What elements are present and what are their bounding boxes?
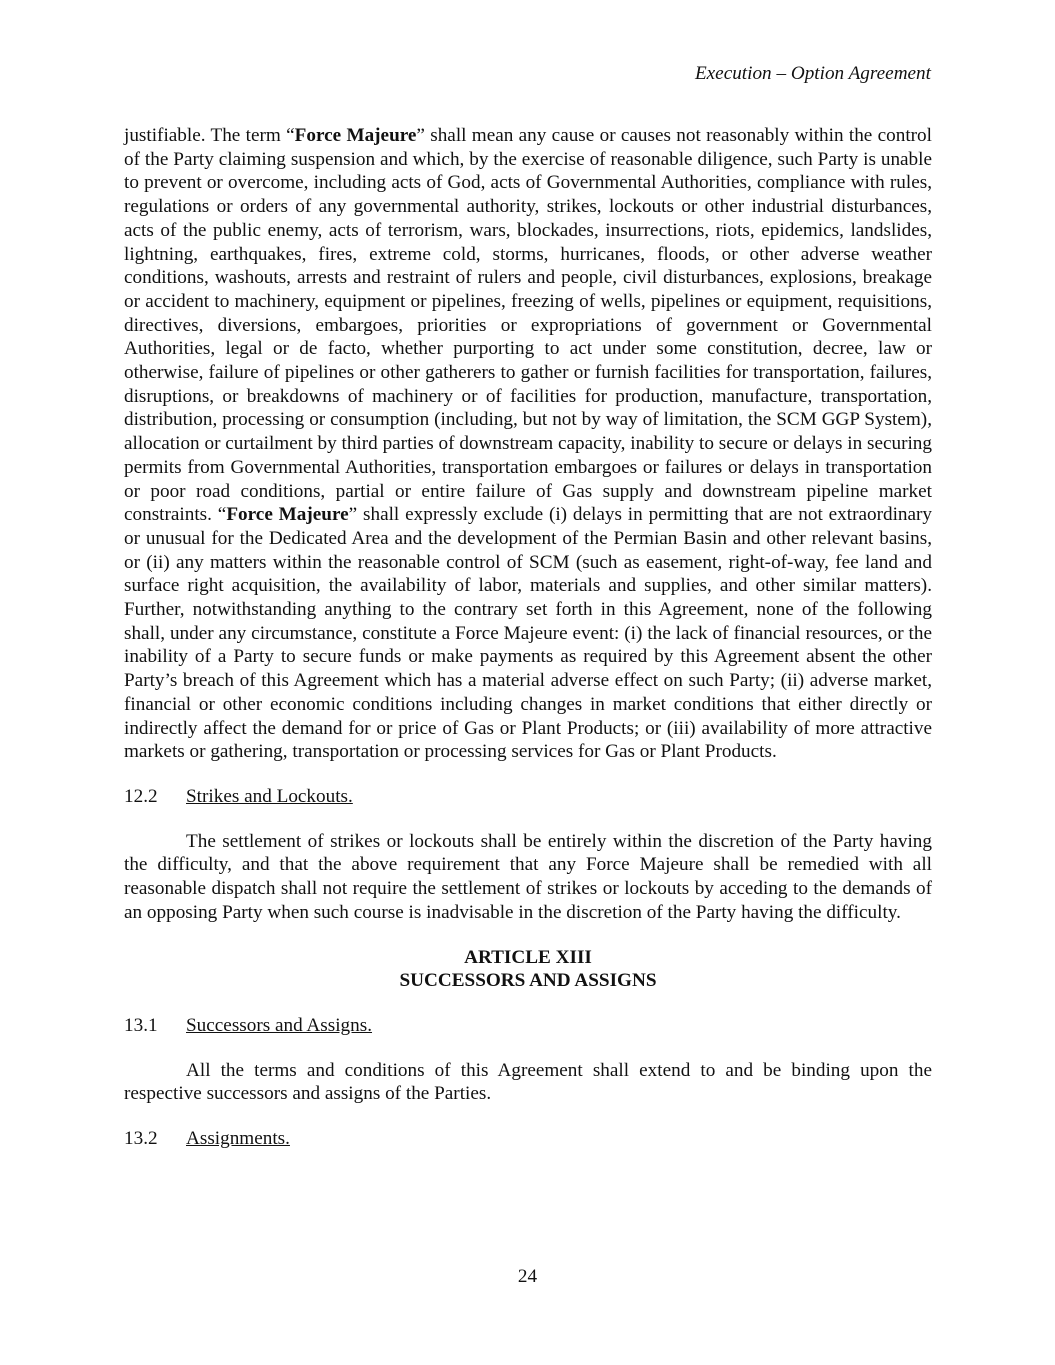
strikes-paragraph: The settlement of strikes or lockouts shall be entirely within the discretion of the Party having the difficulty, and that the above requirement that any Force Majeure shall be remedied with all reasonable dispatch shall not require the settlement of strikes or lockouts by acceding to the demands of an opposing Party when such course is inadvisable in the discretion of the Party having the difficulty.: [124, 830, 932, 923]
paragraph-text: ” shall expressly exclude (i) delays in permitting that are not extraordinary or unusual for the Dedicated Area and the development of the Permian Basin and other relevant basins, or (ii) any matters within the reasonable control of SCM (such as easement, right-of-way, fee land and surface right acquisition, the availability of labor, materials and supplies, and other similar matters). Further, notwithstanding anything to the contrary set forth in this Agreement, none of the following shall, under any circumstance, constitute a Force Majeure event: (i) the lack of financial resources, or the inability of a Party to secure funds or make payments as required by this Agreement absent the other Party’s breach of this Agreement which has a material adverse effect on such Party; (ii) adverse market, financial or other economic conditions including changes in market conditions that either directly or indirectly affect the demand for or price of Gas or Plant Products; or (iii) availability of more attractive markets or gathering, transportation or processing services for Gas or Plant Products.: [124, 504, 933, 763]
article-heading: [124, 946, 932, 993]
section-title: Successors and Assigns.: [186, 1014, 373, 1036]
section-number: 12.2: [124, 785, 158, 807]
section-number: 13.2: [124, 1128, 158, 1150]
section-title: Assignments.: [186, 1128, 290, 1150]
article-number: ARTICLE XIII: [464, 946, 592, 968]
section-title: Strikes and Lockouts.: [186, 785, 353, 807]
running-header: Execution – Option Agreement: [694, 63, 931, 84]
paragraph-text: ” shall mean any cause or causes not reasonably within the control of the Party claiming suspension and which, by the exercise of reasonable diligence, such Party is unable to prevent or overcome, including acts of God, acts of Governmental Authorities, compliance with rules, regulations or orders of any governmental authority, strikes, lockouts or other industrial disturbances, acts of the public enemy, acts of terrorism, wars, blockades, insurrections, riots, epidemics, landslides, lightning, earthquakes, fires, extreme cold, storms, hurricanes, floods, or other adverse weather conditions, washouts, arrests and restraint of rulers and people, civil disturbances, explosions, breakage or accident to machinery, equipment or pipelines, freezing of wells, pipelines or equipment, requisitions, directives, diversions, embargoes, priorities or expropriations of government or Governmental Authorities, legal or de facto, whether purporting to act under some constitution, decree, law or otherwise, failure of pipelines or other gatherers to gather or furnish facilities for transportation, failures, disruptions, or breakdowns of machinery or of facilities for production, manufacture, transportation, distribution, processing or consumption (including, but not by way of limitation, the SCM GGP System), allocation or curtailment by third parties of downstream capacity, inability to secure or delays in securing permits from Governmental Authorities, transportation embargoes or failures or delays in transportation or poor road conditions, partial or entire failure of Gas supply and downstream pipeline market constraints. “: [124, 125, 932, 526]
section-heading-12-2: [124, 785, 932, 809]
section-heading-13-2: [124, 1127, 932, 1151]
force-majeure-paragraph: [124, 124, 932, 764]
section-heading-13-1: [124, 1014, 932, 1038]
defined-term: Force Majeure: [226, 504, 349, 526]
defined-term: Force Majeure: [294, 125, 417, 146]
section-number: 13.1: [124, 1014, 158, 1036]
paragraph-text: justifiable. The term “: [124, 125, 295, 146]
page-number: 24: [517, 1266, 538, 1287]
successors-paragraph: All the terms and conditions of this Agreement shall extend to and be binding upon the respective successors and assigns of the Parties.: [124, 1059, 932, 1105]
article-title: SUCCESSORS AND ASSIGNS: [399, 970, 657, 992]
document-body: [124, 124, 932, 1151]
